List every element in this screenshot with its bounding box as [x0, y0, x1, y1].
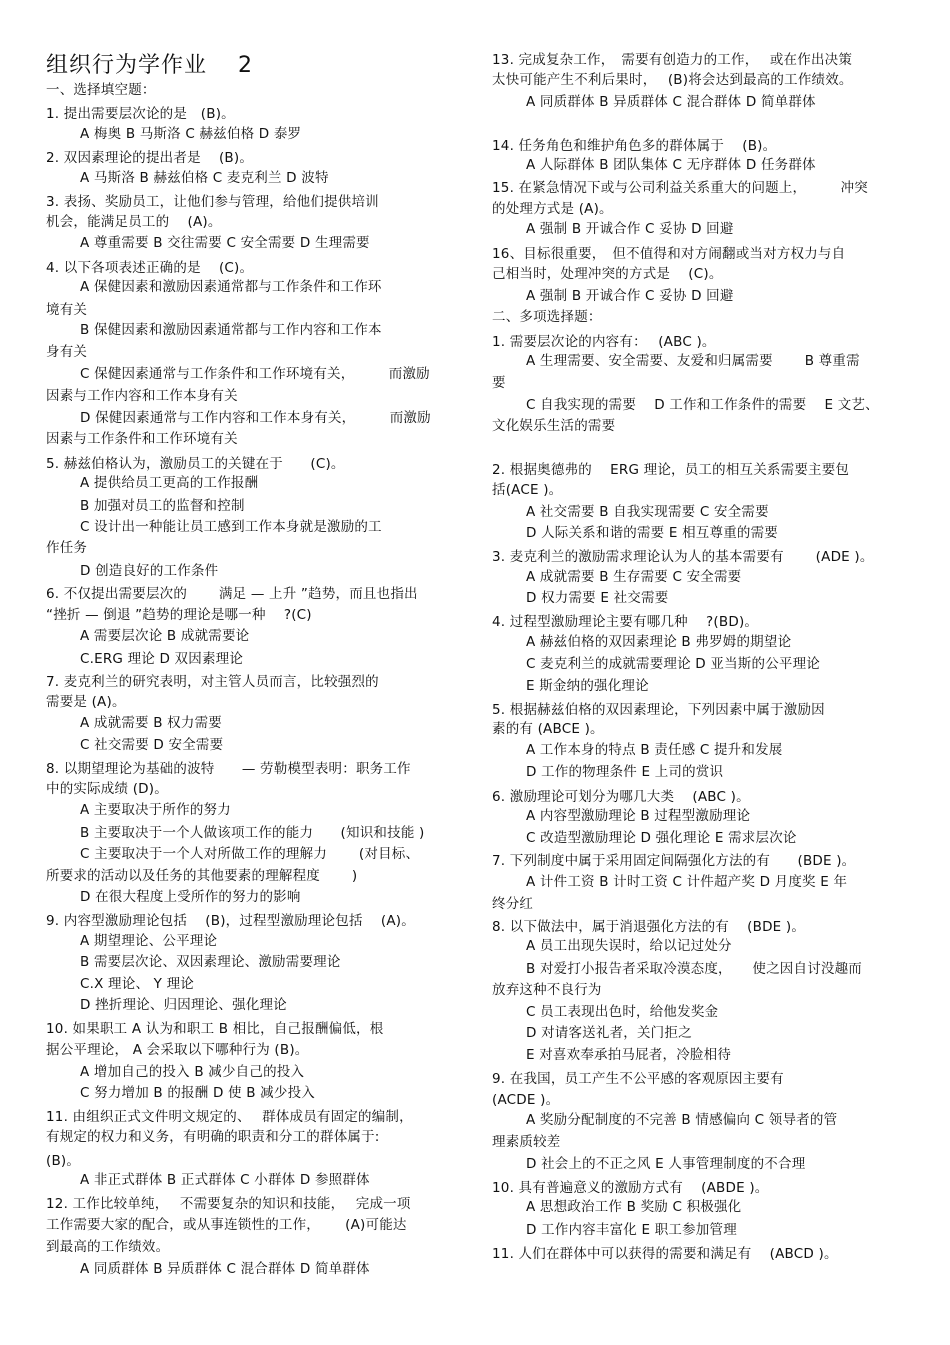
left-text-line: 因素与工作内容和工作本身有关 [46, 388, 238, 404]
right-text-line: A 内容型激励理论 B 过程型激励理论 [526, 808, 751, 824]
left-text-line: 4. 以下各项表述正确的是 (C)。 [46, 260, 254, 276]
right-text-line: 14. 任务角色和维护角色多的群体属于 (B)。 [492, 138, 777, 154]
left-text-line: 需要是 (A)。 [46, 694, 126, 710]
right-text-line: D 工作的物理条件 E 上司的赏识 [526, 764, 724, 780]
right-text-line: 文化娱乐生活的需要 [492, 418, 616, 434]
left-text-line: D 保健因素通常与工作内容和工作本身有关， 而激励 [80, 410, 431, 426]
right-text-line: 放弃这种不良行为 [492, 982, 602, 998]
right-text-line: 2. 根据奥德弗的 ERG 理论，员工的相互关系需要主要包 [492, 462, 850, 478]
right-text-line: C 自我实现的需要 D 工作和工作条件的需要 E 文艺、 [526, 397, 879, 413]
right-text-line: A 生理需要、安全需要、友爱和归属需要 B 尊重需 [526, 353, 860, 369]
right-text-line: 5. 根据赫兹伯格的双因素理论，下列因素中属于激励因 [492, 702, 825, 718]
left-text-line: D 在很大程度上受所作的努力的影响 [80, 889, 301, 905]
left-text-line: 6. 不仅提出需要层次的 满足 — 上升 ”趋势，而且也指出 [46, 586, 418, 602]
left-text-line: A 保健因素和激励因素通常都与工作条件和工作环 [80, 279, 382, 295]
left-text-line: 11. 由组织正式文件明文规定的、 群体成员有固定的编制， [46, 1109, 413, 1125]
right-text-line: 6. 激励理论可划分为哪几大类 (ABC )。 [492, 789, 750, 805]
left-text-line: A 尊重需要 B 交往需要 C 安全需要 D 生理需要 [80, 235, 370, 251]
right-text-line: A 人际群体 B 团队集体 C 无序群体 D 任务群体 [526, 157, 816, 173]
right-text-line: D 工作内容丰富化 E 职工参加管理 [526, 1222, 737, 1238]
right-text-line: 15. 在紧急情况下或与公司利益关系重大的问题上， 冲突 [492, 180, 869, 196]
left-text-line: A 梅奥 B 马斯洛 C 赫兹伯格 D 泰罗 [80, 126, 302, 142]
right-text-line: 素的有 (ABCE )。 [492, 721, 604, 737]
left-text-line: 10. 如果职工 A 认为和职工 B 相比，自己报酬偏低，根 [46, 1021, 384, 1037]
left-text-line: 一、选择填空题： [46, 82, 156, 98]
right-text-line: 10. 具有普遍意义的激励方式有 (ABDE )。 [492, 1180, 769, 1196]
left-text-line: C.ERG 理论 D 双因素理论 [80, 651, 244, 667]
left-text-line: 有规定的权力和义务，有明确的职责和分工的群体属于: [46, 1129, 380, 1145]
left-text-line: A 主要取决于所作的努力 [80, 802, 231, 818]
left-text-line: 8. 以期望理论为基础的波特 — 劳勒模型表明：职务工作 [46, 761, 411, 777]
right-text-line: 终分红 [492, 896, 534, 912]
left-text-line: A 提供给员工更高的工作报酬 [80, 475, 259, 491]
right-text-line: 括(ACE )。 [492, 482, 563, 498]
right-text-line: C 改造型激励理论 D 强化理论 E 需求层次论 [526, 830, 797, 846]
right-text-line: A 同质群体 B 异质群体 C 混合群体 D 简单群体 [526, 94, 816, 110]
right-text-line: A 员工出现失误时，给以记过处分 [526, 938, 732, 954]
right-text-line: 11. 人们在群体中可以获得的需要和满足有 (ABCD )。 [492, 1246, 838, 1262]
left-text-line: A 马斯洛 B 赫兹伯格 C 麦克利兰 D 波特 [80, 170, 329, 186]
right-text-line: (ACDE )。 [492, 1092, 560, 1108]
left-text-line: 到最高的工作绩效。 [46, 1239, 170, 1255]
right-text-line: A 计件工资 B 计时工资 C 计件超产奖 D 月度奖 E 年 [526, 874, 848, 890]
left-text-line: A 期望理论、公平理论 [80, 933, 218, 949]
right-text-line: 太快可能产生不利后果时， (B)将会达到最高的工作绩效。 [492, 72, 853, 88]
right-text-line: C 麦克利兰的成就需要理论 D 亚当斯的公平理论 [526, 656, 820, 672]
left-text-line: (B)。 [46, 1153, 81, 1169]
left-text-line: “挫折 — 倒退 ”趋势的理论是哪一种 ?(C) [46, 607, 312, 623]
left-text-line: C 努力增加 B 的报酬 D 使 B 减少投入 [80, 1085, 315, 1101]
left-text-line: B 主要取决于一个人做该项工作的能力 (知识和技能 ) [80, 825, 425, 841]
left-text-line: A 同质群体 B 异质群体 C 混合群体 D 简单群体 [80, 1261, 370, 1277]
right-text-line: E 对喜欢奉承拍马屁者，冷脸相待 [526, 1047, 732, 1063]
right-text-line: A 成就需要 B 生存需要 C 安全需要 [526, 569, 742, 585]
left-text-line: B 需要层次论、双因素理论、激励需要理论 [80, 954, 341, 970]
left-text-line: 7. 麦克利兰的研究表明，对主管人员而言，比较强烈的 [46, 674, 379, 690]
document-title: 组织行为学作业 2 [46, 53, 253, 78]
left-text-line: 所要求的活动以及任务的其他要素的理解程度 ) [46, 868, 358, 884]
left-text-line: 境有关 [46, 302, 88, 318]
right-text-line: 的处理方式是 (A)。 [492, 201, 613, 217]
left-text-line: C 主要取决于一个人对所做工作的理解力 (对目标、 [80, 846, 420, 862]
left-text-line: 工作需要大家的配合，或从事连锁性的工作， (A)可能达 [46, 1217, 407, 1233]
right-text-line: 13. 完成复杂工作， 需要有创造力的工作， 或在作出决策 [492, 52, 853, 68]
right-text-line: C 员工表现出色时，给他发奖金 [526, 1004, 719, 1020]
left-text-line: A 增加自己的投入 B 减少自己的投入 [80, 1064, 305, 1080]
left-text-line: 因素与工作条件和工作环境有关 [46, 431, 238, 447]
right-text-line: E 斯金纳的强化理论 [526, 678, 649, 694]
right-text-line: 9. 在我国，员工产生不公平感的客观原因主要有 [492, 1071, 784, 1087]
right-text-line: 7. 下列制度中属于采用固定间隔强化方法的有 (BDE )。 [492, 853, 856, 869]
right-text-line: A 工作本身的特点 B 责任感 C 提升和发展 [526, 742, 783, 758]
right-text-line: B 对爱打小报告者采取冷漠态度， 使之因自讨没趣而 [526, 961, 863, 977]
left-text-line: C.X 理论、 Y 理论 [80, 976, 194, 992]
left-text-line: B 保健因素和激励因素通常都与工作内容和工作本 [80, 322, 382, 338]
left-text-line: C 保健因素通常与工作条件和工作环境有关， 而激励 [80, 366, 430, 382]
right-text-line: 8. 以下做法中，属于消退强化方法的有 (BDE )。 [492, 919, 806, 935]
right-text-line: D 人际关系和谐的需要 E 相互尊重的需要 [526, 525, 778, 541]
right-text-line: 己相当时，处理冲突的方式是 (C)。 [492, 266, 723, 282]
right-text-line: D 对请客送礼者，关门拒之 [526, 1025, 692, 1041]
right-text-line: A 社交需要 B 自我实现需要 C 安全需要 [526, 504, 769, 520]
left-text-line: 中的实际成绩 (D)。 [46, 781, 168, 797]
left-text-line: 12. 工作比较单纯， 不需要复杂的知识和技能， 完成一项 [46, 1196, 411, 1212]
right-text-line: D 社会上的不正之风 E 人事管理制度的不合理 [526, 1156, 806, 1172]
right-text-line: 3. 麦克利兰的激励需求理论认为人的基本需要有 (ADE )。 [492, 549, 874, 565]
right-text-line: 二、多项选择题： [492, 309, 602, 325]
right-text-line: A 赫兹伯格的双因素理论 B 弗罗姆的期望论 [526, 634, 792, 650]
left-text-line: C 社交需要 D 安全需要 [80, 737, 224, 753]
left-text-line: B 加强对员工的监督和控制 [80, 498, 245, 514]
right-text-line: 理素质较差 [492, 1134, 561, 1150]
right-text-line: A 思想政治工作 B 奖励 C 积极强化 [526, 1199, 742, 1215]
right-text-line: A 强制 B 开诚合作 C 妥协 D 回避 [526, 221, 734, 237]
left-text-line: 3. 表扬、奖励员工，让他们参与管理，给他们提供培训 [46, 194, 379, 210]
left-text-line: 5. 赫兹伯格认为，激励员工的关键在于 (C)。 [46, 456, 345, 472]
left-text-line: 机会，能满足员工的 (A)。 [46, 214, 222, 230]
right-text-line: 要 [492, 375, 506, 391]
left-text-line: 9. 内容型激励理论包括 (B)，过程型激励理论包括 (A)。 [46, 913, 415, 929]
left-text-line: A 成就需要 B 权力需要 [80, 715, 222, 731]
left-text-line: C 设计出一种能让员工感到工作本身就是激励的工 [80, 519, 382, 535]
right-text-line: A 强制 B 开诚合作 C 妥协 D 回避 [526, 288, 734, 304]
left-text-line: 2. 双因素理论的提出者是 (B)。 [46, 150, 254, 166]
right-text-line: 4. 过程型激励理论主要有哪几种 ?(BD)。 [492, 614, 759, 630]
right-text-line: 1. 需要层次论的内容有： (ABC )。 [492, 334, 716, 350]
left-text-line: 1. 提出需要层次论的是 (B)。 [46, 106, 235, 122]
left-text-line: 据公平理论， A 会采取以下哪种行为 (B)。 [46, 1042, 309, 1058]
left-text-line: D 挫折理论、归因理论、强化理论 [80, 997, 287, 1013]
left-text-line: D 创造良好的工作条件 [80, 563, 219, 579]
left-text-line: A 非正式群体 B 正式群体 C 小群体 D 参照群体 [80, 1172, 370, 1188]
left-text-line: 作任务 [46, 540, 88, 556]
left-text-line: A 需要层次论 B 成就需要论 [80, 628, 250, 644]
left-text-line: 身有关 [46, 344, 88, 360]
right-text-line: 16、目标很重要， 但不值得和对方闹翻或当对方权力与自 [492, 246, 846, 262]
right-text-line: A 奖励分配制度的不完善 B 情感偏向 C 领导者的管 [526, 1112, 838, 1128]
right-text-line: D 权力需要 E 社交需要 [526, 590, 669, 606]
